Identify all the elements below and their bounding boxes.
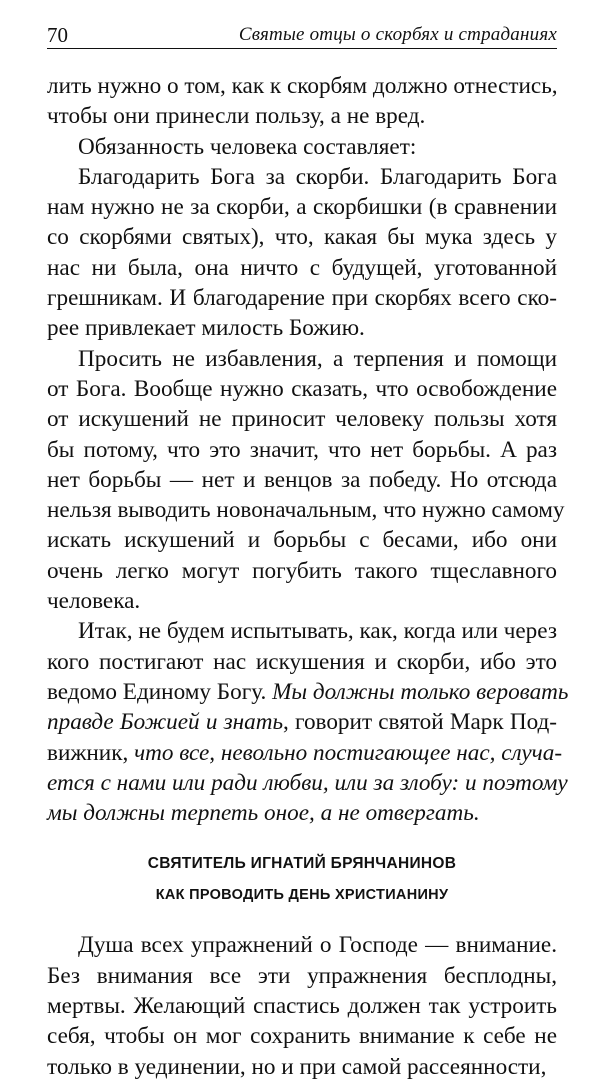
text-line xyxy=(47,1052,557,1082)
text-run: ведомо Единому Богу. xyxy=(47,678,273,705)
section-body-text xyxy=(47,930,557,1081)
text-line xyxy=(47,677,569,707)
text-run: чтобы они принесли пользу, а не вред. xyxy=(47,103,426,130)
text-line xyxy=(47,283,557,313)
text-run: нас ни была, она ничто с будущей, уготованной xyxy=(47,254,557,281)
paragraph xyxy=(47,162,557,344)
text-line xyxy=(47,1021,557,1051)
text-line xyxy=(47,586,557,616)
text-run: Душа всех упражнений о Господе — внимание. xyxy=(78,932,557,959)
text-line xyxy=(47,162,557,192)
text-run: , говорит святой Марк Под- xyxy=(283,709,558,736)
text-run: Обязанность человека составляет: xyxy=(78,133,417,160)
text-run: Итак, не будем испытывать, как, когда или через xyxy=(78,618,557,645)
text-line xyxy=(47,344,557,374)
section-author: СВЯТИТЕЛЬ ИГНАТИЙ БРЯНЧАНИНОВ xyxy=(147,855,457,873)
book-page xyxy=(47,18,569,1082)
text-run: бы потому, что это значит, что нет борьбы. А раз xyxy=(47,436,557,463)
text-line xyxy=(47,132,557,162)
italic-quote: Мы должны только веровать xyxy=(272,678,569,705)
text-run: вижник, xyxy=(47,739,135,766)
running-title: Святые отцы о скорбях и страданиях xyxy=(238,24,557,45)
paragraph xyxy=(47,616,569,828)
italic-quote: правде Божией и знать xyxy=(47,709,284,736)
text-line xyxy=(47,798,557,828)
text-line xyxy=(47,465,557,495)
text-run: лить нужно о том, как к скорбям должно отнестись, xyxy=(47,73,558,99)
text-line xyxy=(47,647,557,677)
section-title: КАК ПРОВОДИТЬ ДЕНЬ ХРИСТИАНИНУ xyxy=(155,887,449,904)
italic-quote: ется с нами или ради любви, или за злобу: и поэтому xyxy=(47,769,568,796)
text-line xyxy=(47,101,557,131)
paragraph xyxy=(47,132,557,162)
text-run: кого постигают нас искушения и скорби, ибо это xyxy=(47,648,557,675)
text-line xyxy=(47,738,563,768)
text-run: со скорбями святых), что, какая бы мука здесь у xyxy=(47,224,557,251)
text-line xyxy=(47,525,557,555)
text-run: человека. xyxy=(47,588,141,615)
text-line xyxy=(47,707,557,737)
text-run: очень легко могут погубить такого тщеславного xyxy=(47,557,557,584)
text-line xyxy=(47,768,568,798)
text-line xyxy=(47,192,557,222)
text-run: искать искушений и борьбы с бесами, ибо они xyxy=(47,527,557,554)
text-line xyxy=(47,495,565,525)
text-line xyxy=(47,556,557,586)
page-number: 70 xyxy=(47,23,68,47)
text-line xyxy=(47,253,557,283)
text-line xyxy=(47,616,557,646)
text-run: только в уединении, но и при самой рассеянности, xyxy=(47,1053,547,1080)
text-run: нам нужно не за скорби, а скорбишки (в сравнении xyxy=(47,194,557,221)
italic-quote: мы должны терпеть оное, а не отвергать. xyxy=(47,800,480,827)
text-line xyxy=(47,961,557,991)
text-run: нет борьбы — нет и венцов за победу. Но отсюда xyxy=(47,466,557,493)
text-line xyxy=(47,435,557,465)
running-head xyxy=(47,18,557,49)
text-run: Без внимания все эти упражнения бесплодны, xyxy=(47,962,557,989)
text-run: Благодарить Бога за скорби. Благодарить Бога xyxy=(78,163,557,190)
text-line xyxy=(47,222,557,252)
paragraph xyxy=(47,71,557,132)
paragraph xyxy=(47,344,565,617)
body-text xyxy=(47,71,569,828)
text-line xyxy=(47,71,557,101)
text-line xyxy=(47,313,557,343)
text-run: от Бога. Вообще нужно сказать, что освобождение xyxy=(47,375,557,402)
italic-quote: что все, невольно постигающее нас, случа- xyxy=(134,739,563,766)
text-run: себя, чтобы он мог сохранить внимание к себе не xyxy=(47,1023,557,1050)
text-run: грешникам. И благодарение при скорбях всего ско- xyxy=(47,285,557,312)
text-line xyxy=(47,374,557,404)
paragraph xyxy=(47,930,557,1081)
text-line xyxy=(47,930,557,960)
text-line xyxy=(47,991,557,1021)
text-line xyxy=(47,404,557,434)
text-run: рее привлекает милость Божию. xyxy=(47,315,365,342)
text-run: мертвы. Желающий спастись должен так устроить xyxy=(47,993,557,1020)
text-run: Просить не избавления, а терпения и помощи xyxy=(78,345,557,372)
text-run: от искушений не приносит человеку пользы хотя xyxy=(47,406,557,433)
text-run: нельзя выводить новоначальным, что нужно самому xyxy=(47,497,565,524)
